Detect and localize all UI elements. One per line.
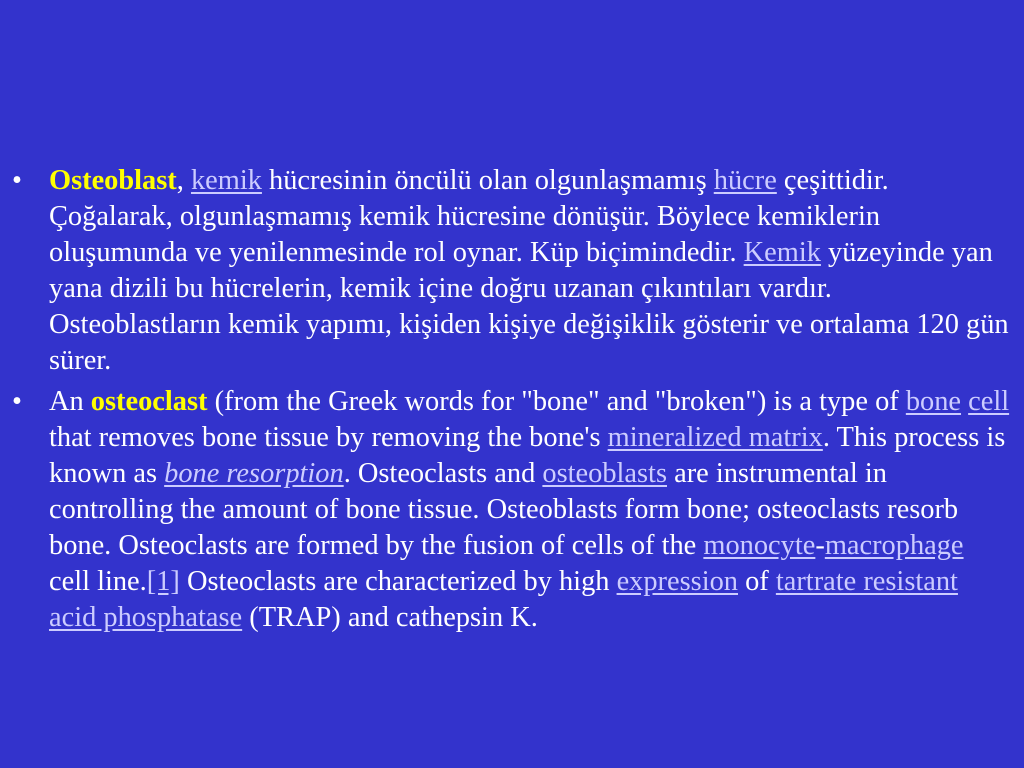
citation-link-1[interactable]: [1]	[146, 566, 180, 597]
link-hucre[interactable]: hücre	[713, 165, 777, 196]
text-run: hücresinin öncülü olan olgunlaşmamış	[261, 165, 714, 196]
link-kemik-2[interactable]: Kemik	[743, 237, 821, 268]
text-run: (TRAP) and cathepsin K.	[242, 602, 538, 633]
bullet-osteoclast	[0, 384, 1010, 636]
bullet-osteoblast	[0, 163, 1010, 379]
text-run: . Osteoclasts and	[343, 458, 543, 489]
link-trap[interactable]: tartrate resistant acid phosphatase	[49, 566, 958, 633]
link-macrophage[interactable]: macrophage	[824, 530, 964, 561]
bullet-dot-icon: •	[12, 165, 22, 196]
bullet-dot-icon: •	[12, 386, 22, 417]
text-run: ,	[176, 165, 191, 196]
text-run: (from the Greek words for "bone" and "broken") is a type of	[207, 386, 906, 417]
link-bone-resorption[interactable]: bone resorption	[164, 458, 344, 489]
text-run: . This process is known as	[49, 422, 1006, 489]
text-run: that removes bone tissue by removing the bone's	[49, 422, 608, 453]
link-kemik[interactable]: kemik	[190, 165, 262, 196]
text-run: yüzeyinde yan yana dizili bu hücrelerin, kemik içine doğru uzanan çıkıntıları vardır. Osteoblastların kemik yapımı, kişiden kişiye değişiklik gösterir ve ortalama 120 gün sürer.	[49, 237, 1009, 376]
term-osteoblast: Osteoblast	[49, 165, 177, 196]
bullet-list	[0, 163, 1010, 636]
link-expression[interactable]: expression	[616, 566, 738, 597]
link-monocyte[interactable]: monocyte	[703, 530, 816, 561]
link-bone[interactable]: bone	[905, 386, 962, 417]
link-mineralized-matrix[interactable]: mineralized matrix	[607, 422, 823, 453]
text-run: are instrumental in controlling the amount of bone tissue. Osteoblasts form bone; osteoclasts resorb bone. Osteoclasts are formed by the fusion of cells of the	[49, 458, 959, 561]
text-run: An	[49, 386, 91, 417]
text-run: çeşittidir. Çoğalarak, olgunlaşmamış kemik hücresine dönüşür. Böylece kemiklerin oluşumunda ve yenilenmesinde rol oynar. Küp biçimindedir.	[49, 165, 889, 268]
link-osteoblasts[interactable]: osteoblasts	[542, 458, 667, 489]
text-run: cell line.	[49, 566, 147, 597]
text-run: -	[815, 530, 825, 561]
term-osteoclast: osteoclast	[90, 386, 208, 417]
text-run: Osteoclasts are characterized by high	[179, 566, 617, 597]
text-run: of	[738, 566, 776, 597]
link-cell[interactable]: cell	[968, 386, 1010, 417]
